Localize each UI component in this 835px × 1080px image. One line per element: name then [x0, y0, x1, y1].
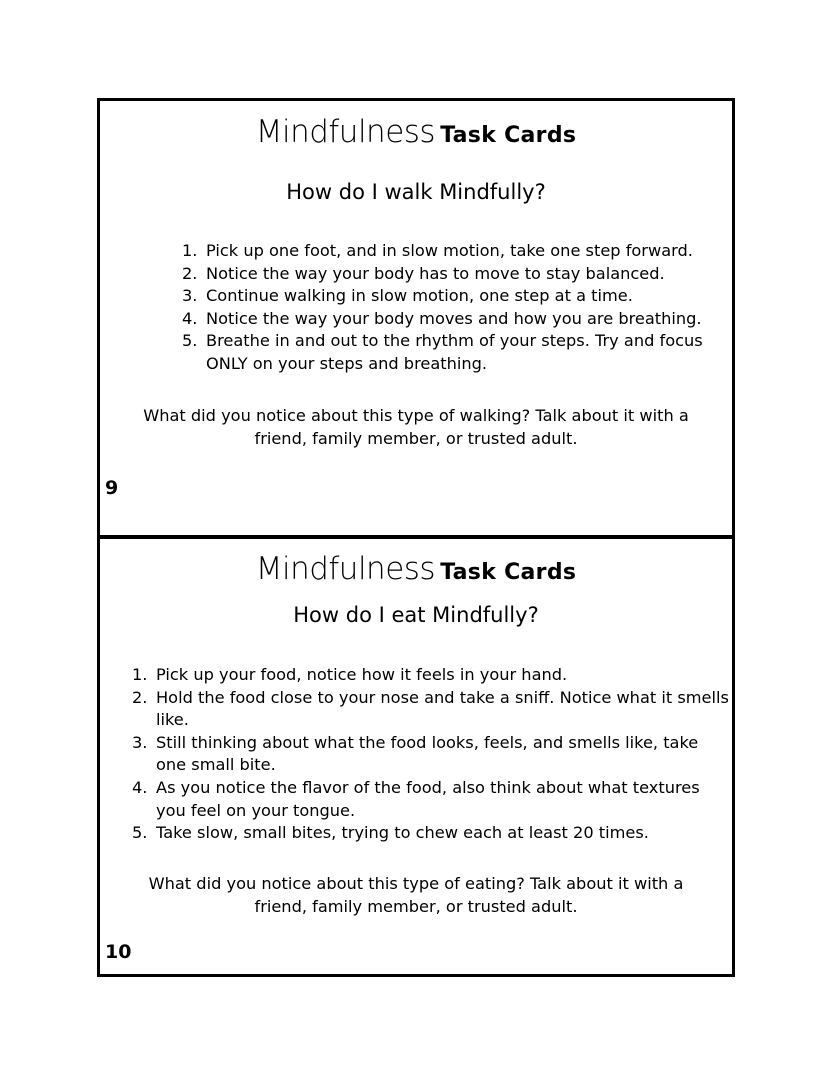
- step-text: Take slow, small bites, trying to chew each at least 20 times.: [156, 823, 649, 843]
- step-item: [182, 308, 730, 331]
- step-item: [182, 330, 730, 375]
- prompt-line-2: friend, family member, or trusted adult.: [254, 428, 578, 448]
- step-number: 4.: [182, 308, 198, 328]
- step-text: Pick up your food, notice how it feels in your hand.: [156, 665, 568, 684]
- step-number: 3.: [132, 732, 148, 752]
- step-item: [132, 687, 732, 732]
- card-title: [100, 114, 732, 150]
- step-item: [132, 822, 732, 845]
- step-text: Breathe in and out to the rhythm of your steps. Try and focus ONLY on your steps and breathing.: [206, 331, 703, 373]
- reflection-prompt: [100, 873, 732, 918]
- step-number: 5.: [182, 331, 198, 351]
- title-task-cards: Task Cards: [440, 123, 577, 148]
- card-number: 9: [105, 477, 119, 499]
- step-text: Continue walking in slow motion, one step at a time.: [206, 286, 633, 306]
- prompt-line-1: What did you notice about this type of eating? Talk about it with a: [148, 874, 684, 893]
- card-number: 10: [105, 941, 132, 963]
- card-question: How do I eat Mindfully?: [293, 603, 539, 627]
- card-title: [100, 551, 732, 587]
- step-number: 5.: [132, 823, 148, 843]
- step-item: [182, 240, 730, 263]
- step-item: [132, 664, 732, 687]
- step-text: Hold the food close to your nose and take a sniff. Notice what it smells like.: [156, 687, 729, 730]
- step-text: Still thinking about what the food looks, feels, and smells like, take one small bite.: [156, 732, 699, 775]
- step-number: 3.: [182, 286, 198, 306]
- step-item: [132, 777, 732, 822]
- step-item: [132, 732, 732, 777]
- step-text: As you notice the flavor of the food, also think about what textures you feel on your tongue.: [156, 777, 700, 820]
- title-mindfulness: Mindfulness: [255, 551, 436, 587]
- steps-list: [132, 664, 732, 845]
- prompt-line-2: friend, family member, or trusted adult.: [254, 896, 578, 916]
- step-text: Pick up one foot, and in slow motion, take one step forward.: [206, 241, 693, 260]
- step-text: Notice the way your body moves and how you are breathing.: [206, 308, 702, 328]
- title-task-cards: Task Cards: [440, 560, 577, 585]
- step-number: 2.: [132, 687, 148, 707]
- task-card-eating: [97, 536, 735, 977]
- step-number: 1.: [182, 241, 198, 260]
- reflection-prompt: [100, 405, 732, 450]
- step-number: 4.: [132, 777, 148, 797]
- step-number: 2.: [182, 263, 198, 283]
- card-question: How do I walk Mindfully?: [286, 180, 546, 204]
- prompt-line-1: What did you notice about this type of walking? Talk about it with a: [143, 406, 689, 425]
- title-mindfulness: Mindfulness: [255, 114, 436, 150]
- step-text: Notice the way your body has to move to stay balanced.: [206, 263, 665, 283]
- task-card-walking: [97, 98, 735, 538]
- step-item: [182, 263, 730, 286]
- step-item: [182, 285, 730, 308]
- steps-list: [182, 240, 730, 376]
- step-number: 1.: [132, 665, 148, 684]
